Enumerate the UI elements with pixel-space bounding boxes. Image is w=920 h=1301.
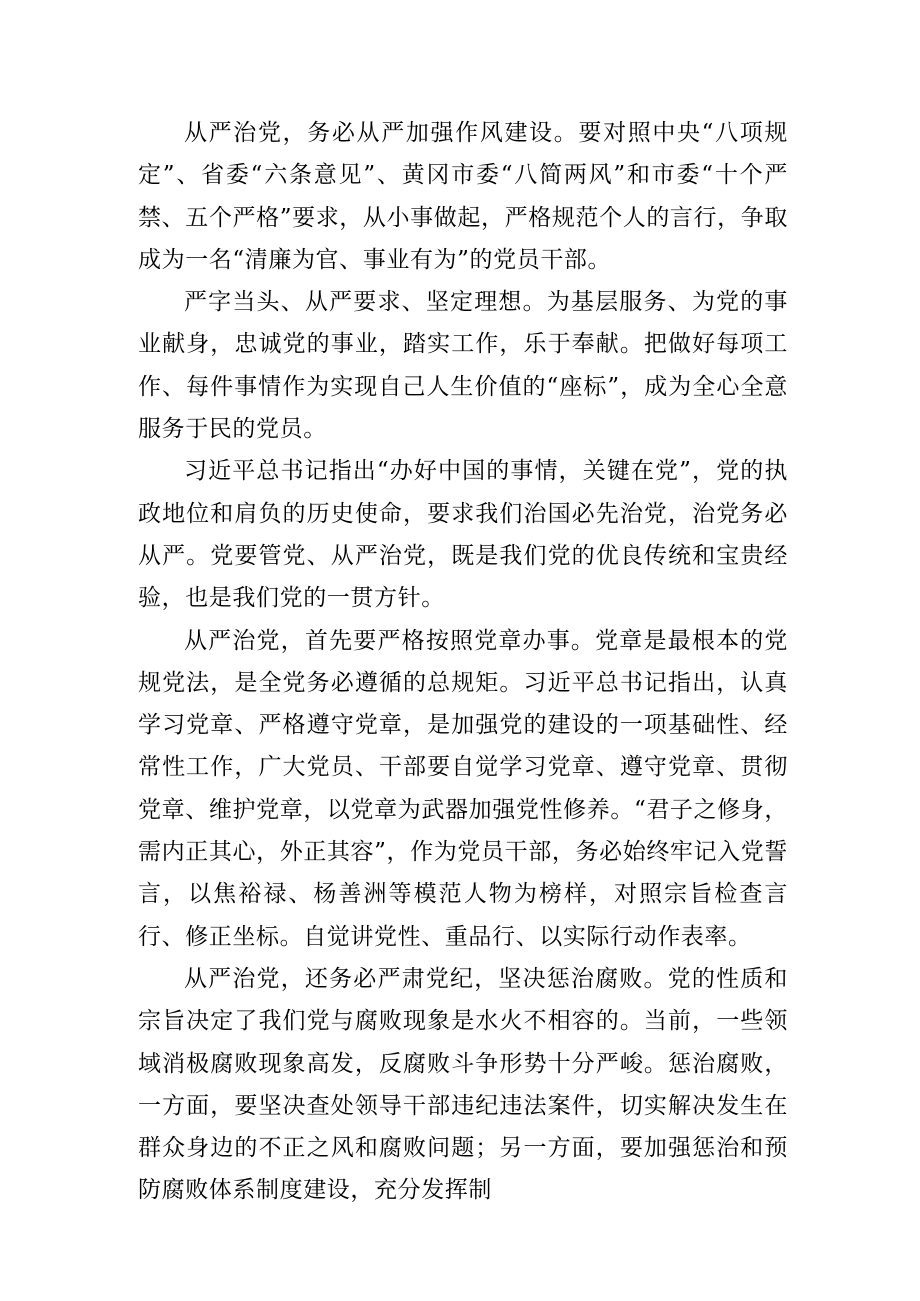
document-page — [138, 112, 788, 1212]
paragraph-2: 严字当头、从严要求、坚定理想。为基层服务、为党的事业献身，忠诚党的事业，踏实工作，乐于奉献。把做好每项工作、每件事情作为实现自己人生价值的“座标”，成为全心全意服务于民的党员。 — [138, 289, 788, 443]
paragraph-1: 从严治党，务必从严加强作风建设。要对照中央“八项规定”、省委“六条意见”、黄冈市委“八简两风”和市委“十个严禁、五个严格”要求，从小事做起，严格规范个人的言行，争取成为一名“清廉为官、事业有为”的党员干部。 — [138, 120, 788, 273]
paragraph-3: 习近平总书记指出“办好中国的事情，关键在党”，党的执政地位和肩负的历史使命，要求我们治国必先治党，治党务必从严。党要管党、从严治党，既是我们党的优良传统和宝贵经验，也是我们党的一贯方针。 — [138, 458, 788, 612]
paragraph-5: 从严治党，还务必严肃党纪，坚决惩治腐败。党的性质和宗旨决定了我们党与腐败现象是水火不相容的。当前，一些领域消极腐败现象高发，反腐败斗争形势十分严峻。惩治腐败，一方面，要坚决查处领导干部违纪违法案件，切实解决发生在群众身边的不正之风和腐败问题；另一方面，要加强惩治和预防腐败体系制度建设，充分发挥制 — [138, 965, 788, 1204]
paragraph-4: 从严治党，首先要严格按照党章办事。党章是最根本的党规党法，是全党务必遵循的总规矩。习近平总书记指出，认真学习党章、严格遵守党章，是加强党的建设的一项基础性、经常性工作，广大党员、干部要自觉学习党章、遵守党章、贯彻党章、维护党章，以党章为武器加强党性修养。“君子之修身，需内正其心，外正其容”，作为党员干部，务必始终牢记入党誓言，以焦裕禄、杨善洲等模范人物为榜样，对照宗旨检查言行、修正坐标。自觉讲党性、重品行、以实际行动作表率。 — [138, 627, 788, 950]
